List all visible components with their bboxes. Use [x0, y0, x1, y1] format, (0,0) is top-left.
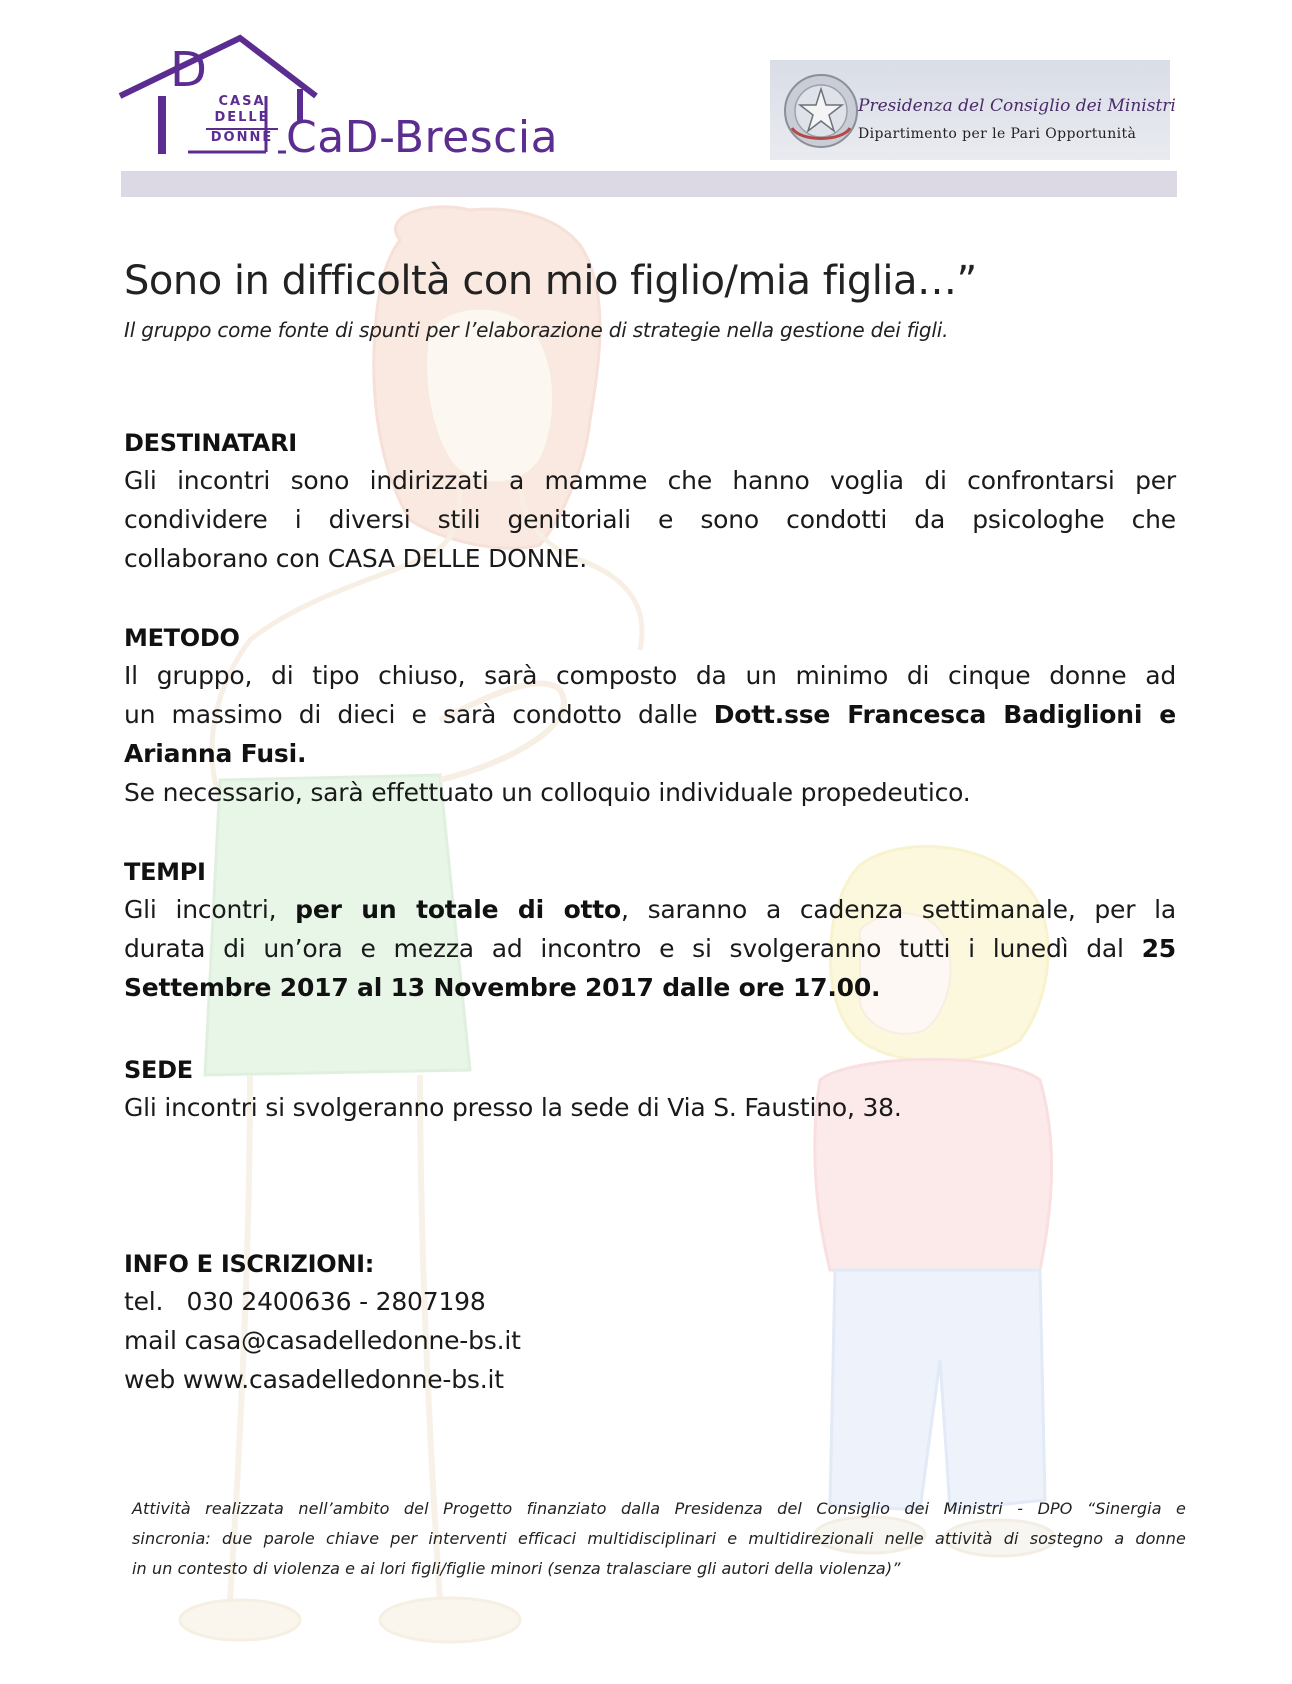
- government-logo: [770, 60, 1176, 160]
- section-info: [124, 1246, 1176, 1399]
- section-body: [124, 1282, 1176, 1399]
- body-line: condividere i diversi stili genitoriali e sono condotti da psicologhe che: [124, 505, 1176, 534]
- page-subtitle: Il gruppo come fonte di spunti per l’elaborazione di strategie nella gestione dei figli.: [124, 318, 949, 342]
- brand-stack-line-donne: DONNE: [206, 128, 278, 146]
- footer-line: Attività realizzata nell’ambito del Progetto finanziato dalla Presidenza del Consiglio dei Ministri - DPO “Sinergia e: [132, 1499, 1186, 1518]
- footer-line: sincronia: due parole chiave per interventi efficaci multidisciplinari e multidirezionali nelle attività di sostegno a donne: [132, 1529, 1186, 1548]
- body-line: [124, 890, 1176, 929]
- section-sede: [124, 1052, 1176, 1127]
- contact-mail[interactable]: mail casa@casadelledonne-bs.it: [124, 1326, 521, 1355]
- brand-stack-line-casa: CASA: [218, 94, 266, 109]
- section-tempi: [124, 854, 1176, 1007]
- header-divider-bar: [121, 171, 1177, 197]
- body-line: [124, 695, 1176, 734]
- body-line: Il gruppo, di tipo chiuso, sarà composto da un minimo di cinque donne ad: [124, 661, 1176, 690]
- section-destinatari: [124, 425, 1176, 578]
- conductors-names-cont: Arianna Fusi.: [124, 739, 307, 768]
- section-body: [124, 890, 1176, 1007]
- gov-line-presidenza: Presidenza del Consiglio dei Ministri: [858, 96, 1176, 116]
- body-line: Gli incontri sono indirizzati a mamme che hanno voglia di confrontarsi per: [124, 466, 1176, 495]
- body-line: [124, 929, 1176, 968]
- conductors-names: Dott.sse Francesca Badiglioni e: [713, 700, 1176, 729]
- footer-note: [132, 1494, 1186, 1584]
- total-sessions: per un totale di otto: [295, 895, 622, 924]
- body-text: , saranno a cadenza settimanale, per la: [621, 895, 1176, 924]
- section-body: [124, 656, 1176, 812]
- section-metodo: [124, 620, 1176, 812]
- body-text: un massimo di dieci e sarà condotto dalle: [124, 700, 714, 729]
- body-line: [124, 734, 1176, 773]
- contact-tel: tel. 030 2400636 - 2807198: [124, 1287, 486, 1316]
- page-title: Sono in difficoltà con mio figlio/mia figlia…”: [124, 258, 977, 304]
- gov-line-dipartimento: Dipartimento per le Pari Opportunità: [858, 126, 1137, 142]
- body-text: Gli incontri,: [124, 895, 296, 924]
- section-heading: INFO E ISCRIZIONI:: [124, 1250, 375, 1278]
- footer-line: in un contesto di violenza e ai lori figli/figlie minori (senza tralasciare gli autori della violenza)”: [132, 1559, 901, 1578]
- section-heading: DESTINATARI: [124, 429, 297, 457]
- section-body: [124, 461, 1176, 578]
- body-line: collaborano con CASA DELLE DONNE.: [124, 544, 587, 573]
- section-heading: TEMPI: [124, 858, 206, 886]
- brand-name: CaD-Brescia: [286, 112, 559, 163]
- body-line: Gli incontri si svolgeranno presso la sede di Via S. Faustino, 38.: [124, 1093, 902, 1122]
- date-range: Settembre 2017 al 13 Novembre 2017 dalle ore 17.00.: [124, 973, 881, 1002]
- brand-stack-line-delle: DELLE: [214, 110, 270, 125]
- brand-stack: [206, 94, 278, 146]
- section-heading: METODO: [124, 624, 240, 652]
- body-text: durata di un’ora e mezza ad incontro e si svolgeranno tutti i lunedì dal: [124, 934, 1142, 963]
- body-line: [124, 968, 1176, 1007]
- date-start-day: 25: [1141, 934, 1176, 963]
- italian-republic-seal-icon: [780, 70, 862, 152]
- body-line: Se necessario, sarà effettuato un colloquio individuale propedeutico.: [124, 778, 971, 807]
- contact-web[interactable]: web www.casadelledonne-bs.it: [124, 1365, 504, 1394]
- brand-letter: D: [170, 42, 207, 98]
- section-body: [124, 1088, 1176, 1127]
- section-heading: SEDE: [124, 1056, 193, 1084]
